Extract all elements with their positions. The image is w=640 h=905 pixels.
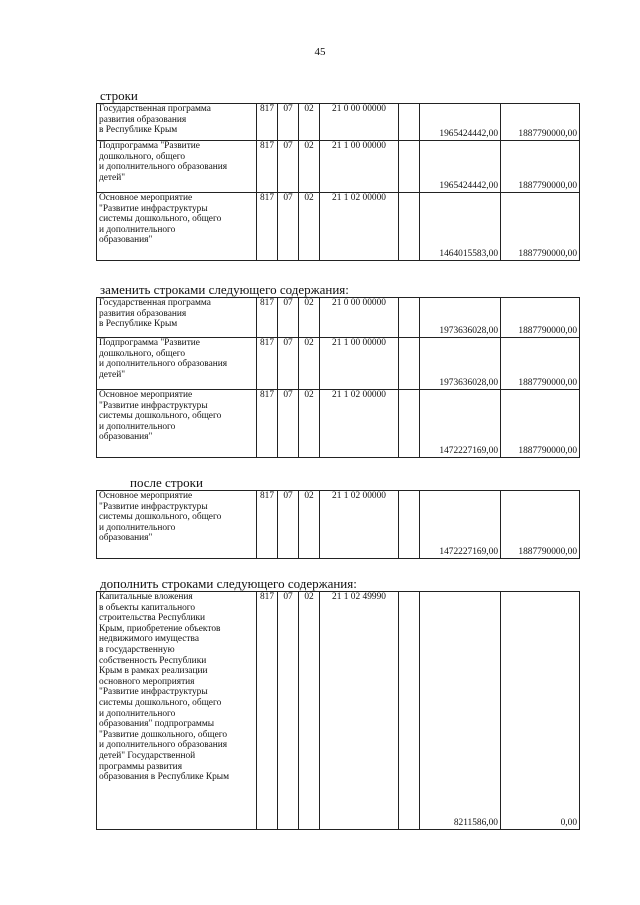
amount-year1: 1464015583,00 <box>420 193 501 261</box>
row-name: Подпрограмма "Развитие дошкольного, общего и дополнительного образования детей" <box>97 141 257 193</box>
admin-code: 817 <box>257 104 278 141</box>
amount-year2: 1887790000,00 <box>501 104 580 141</box>
admin-code: 817 <box>257 390 278 458</box>
expense-type-code <box>399 141 420 193</box>
admin-code: 817 <box>257 193 278 261</box>
section-heading: после строки <box>130 475 203 490</box>
amount-year1: 1965424442,00 <box>420 104 501 141</box>
row-name: Государственная программа развития образования в Республике Крым <box>97 298 257 338</box>
admin-code: 817 <box>257 338 278 390</box>
amount-year2: 1887790000,00 <box>501 338 580 390</box>
amount-year2: 1887790000,00 <box>501 298 580 338</box>
amount-year2: 1887790000,00 <box>501 193 580 261</box>
budget-table <box>96 103 580 261</box>
section-code: 07 <box>278 141 299 193</box>
amount-year1: 1973636028,00 <box>420 338 501 390</box>
subsection-code: 02 <box>299 592 320 830</box>
row-name: Государственная программа развития образования в Республике Крым <box>97 104 257 141</box>
target-article-code: 21 1 02 49990 <box>320 592 399 830</box>
amount-year2: 1887790000,00 <box>501 390 580 458</box>
expense-type-code <box>399 491 420 559</box>
budget-table <box>96 297 580 458</box>
subsection-code: 02 <box>299 193 320 261</box>
target-article-code: 21 0 00 00000 <box>320 298 399 338</box>
target-article-code: 21 1 02 00000 <box>320 390 399 458</box>
section-code: 07 <box>278 104 299 141</box>
amount-year2: 1887790000,00 <box>501 491 580 559</box>
row-name: Капитальные вложения в объекты капитального строительства Республики Крым, приобретение объектов недвижимого имущества в государственную собственность Республики Крым в рамках реализации основного мероприятия "Развитие инфраструктуры системы дошкольного, общего и дополнительного образования" подпрограммы "Развитие дошкольного, общего и дополнительного образования детей" Государственной программы развития образования в Республике Крым <box>97 592 257 830</box>
row-name: Основное мероприятие "Развитие инфраструктуры системы дошкольного, общего и дополнительного образования" <box>97 390 257 458</box>
amount-year1: 8211586,00 <box>420 592 501 830</box>
subsection-code: 02 <box>299 104 320 141</box>
section-code: 07 <box>278 592 299 830</box>
table-row <box>97 491 580 559</box>
table-row <box>97 298 580 338</box>
admin-code: 817 <box>257 141 278 193</box>
subsection-code: 02 <box>299 338 320 390</box>
table-row <box>97 338 580 390</box>
amount-year1: 1472227169,00 <box>420 491 501 559</box>
page-number: 45 <box>314 46 326 58</box>
expense-type-code <box>399 592 420 830</box>
section-heading: дополнить строками следующего содержания: <box>100 576 357 591</box>
section-heading: заменить строками следующего содержания: <box>100 282 349 297</box>
row-name: Основное мероприятие "Развитие инфраструктуры системы дошкольного, общего и дополнительного образования" <box>97 193 257 261</box>
section-code: 07 <box>278 193 299 261</box>
target-article-code: 21 1 02 00000 <box>320 491 399 559</box>
section-code: 07 <box>278 491 299 559</box>
section-code: 07 <box>278 298 299 338</box>
section-heading: строки <box>100 88 138 103</box>
table-row <box>97 193 580 261</box>
row-name: Основное мероприятие "Развитие инфраструктуры системы дошкольного, общего и дополнительного образования" <box>97 491 257 559</box>
budget-table <box>96 591 580 830</box>
admin-code: 817 <box>257 298 278 338</box>
table-row <box>97 141 580 193</box>
expense-type-code <box>399 104 420 141</box>
table-row <box>97 592 580 830</box>
section-code: 07 <box>278 390 299 458</box>
expense-type-code <box>399 390 420 458</box>
target-article-code: 21 1 00 00000 <box>320 338 399 390</box>
target-article-code: 21 0 00 00000 <box>320 104 399 141</box>
admin-code: 817 <box>257 592 278 830</box>
subsection-code: 02 <box>299 141 320 193</box>
target-article-code: 21 1 00 00000 <box>320 141 399 193</box>
subsection-code: 02 <box>299 298 320 338</box>
table-row <box>97 390 580 458</box>
admin-code: 817 <box>257 491 278 559</box>
row-name: Подпрограмма "Развитие дошкольного, общего и дополнительного образования детей" <box>97 338 257 390</box>
amount-year2: 1887790000,00 <box>501 141 580 193</box>
amount-year2: 0,00 <box>501 592 580 830</box>
amount-year1: 1472227169,00 <box>420 390 501 458</box>
expense-type-code <box>399 193 420 261</box>
budget-table <box>96 490 580 559</box>
subsection-code: 02 <box>299 491 320 559</box>
table-row <box>97 104 580 141</box>
expense-type-code <box>399 298 420 338</box>
amount-year1: 1965424442,00 <box>420 141 501 193</box>
target-article-code: 21 1 02 00000 <box>320 193 399 261</box>
section-code: 07 <box>278 338 299 390</box>
expense-type-code <box>399 338 420 390</box>
subsection-code: 02 <box>299 390 320 458</box>
amount-year1: 1973636028,00 <box>420 298 501 338</box>
